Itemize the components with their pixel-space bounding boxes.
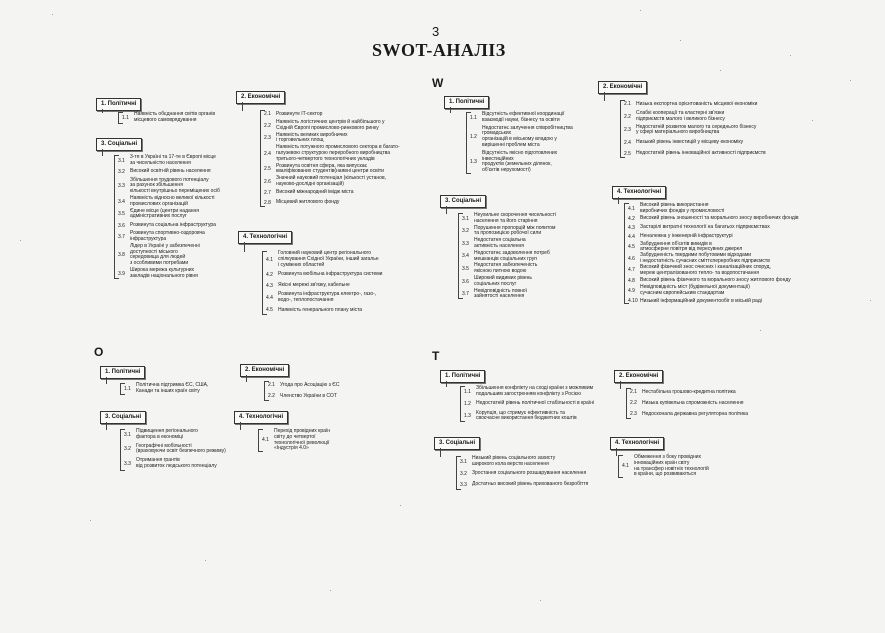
list-item	[264, 145, 432, 162]
list-item	[462, 263, 622, 275]
quadrant-letter-w: W	[432, 76, 444, 90]
item-text: Розвинута соціальна інфраструктура	[130, 221, 216, 228]
item-number: 4.1	[262, 437, 269, 444]
item-text: Збільшення конфлікту на сході країни з можливим подальшим загостренням конфлікту з Росією	[476, 385, 594, 397]
item-number: 4.6	[628, 255, 635, 262]
item-text: Єдине місце (центри надання адміністративних послуг	[130, 207, 199, 220]
group-bracket	[258, 429, 259, 452]
group-connector	[450, 107, 452, 113]
item-number: 2.1	[630, 389, 637, 396]
group-label-o-1: 1. Політичні	[100, 366, 145, 379]
item-list-o-3	[124, 429, 244, 473]
item-text: Недостатнє залучення співробітництва громадських організацій в міському владою у вирішенні проблем міста	[482, 124, 573, 148]
group-bracket	[456, 456, 457, 490]
item-text: Обмеження з боку провідних інноваційних країн світу на трансфер новітніх технологій в країни, що розвиваються	[634, 454, 709, 478]
list-item	[464, 400, 624, 409]
item-list-w-2	[624, 100, 824, 160]
scan-speck	[850, 80, 851, 81]
group-bracket	[618, 455, 619, 478]
item-number: 3.5	[118, 211, 125, 218]
group-connector	[446, 381, 448, 387]
list-item	[264, 199, 432, 208]
group-connector	[246, 375, 248, 382]
list-item	[470, 126, 612, 149]
group-bracket	[118, 112, 119, 124]
quadrant-letter-o: O	[94, 345, 104, 359]
list-item	[624, 149, 824, 158]
group-bracket	[626, 388, 627, 419]
group-connector	[446, 206, 448, 214]
scan-speck	[400, 505, 401, 506]
group-label-s-1: 1. Політичні	[96, 98, 141, 111]
item-text: Наявність потужного промислового сектора в багато- галузевою структурою переробного виробництва третього-четвертого технологічних укладів	[276, 144, 400, 162]
list-item	[464, 386, 624, 398]
list-item	[460, 481, 630, 490]
item-text: Перехід провідних країн світу до четвертої технологічної революції «Індустрія 4.0»	[274, 428, 331, 452]
group-bracket	[264, 381, 265, 401]
list-item	[118, 268, 248, 280]
item-text: Слабкі кооперації та кластерні зв'язки підприємств малого і великого бізнесу	[636, 110, 725, 122]
item-number: 2.1	[264, 111, 271, 118]
item-number: 2.7	[264, 190, 271, 197]
list-item	[268, 392, 388, 401]
list-item	[266, 251, 436, 268]
group-connector	[440, 448, 442, 457]
item-list-t-1	[464, 386, 624, 424]
item-number: 3.4	[462, 253, 469, 260]
item-number: 3.3	[118, 183, 125, 190]
item-text: Високий фізичний знос очисних і каналізаційних споруд, мереж централізованого тепло- та водопостачання	[640, 263, 771, 276]
item-text: Недостатній рівень інноваційної активності підприємств	[636, 149, 766, 156]
group-bracket	[460, 386, 461, 422]
list-item	[264, 110, 432, 119]
page-number: 3	[432, 24, 440, 39]
item-text: Наявність відносно великої кількості промислових організацій	[130, 194, 215, 207]
item-text: Високий освітній рівень населення	[130, 168, 211, 175]
item-text: Низька експортна орієнтованість місцевої економіки	[636, 100, 758, 107]
list-item	[462, 276, 622, 288]
group-bracket	[260, 110, 261, 207]
item-number: 4.1	[266, 256, 273, 263]
group-bracket	[620, 100, 621, 158]
item-number: 3.8	[118, 252, 125, 259]
item-text: Значний науковий потенціал (кількості установ, науково-дослідні організацій)	[276, 175, 386, 187]
list-item	[464, 411, 624, 423]
item-text: Широкий видимих рівень соціальних послуг	[474, 274, 533, 287]
group-bracket	[458, 213, 459, 299]
item-number: 4.5	[266, 307, 273, 314]
list-item	[264, 133, 432, 145]
item-text: Невідповідність повної зайнятості населення	[474, 287, 527, 300]
list-item	[264, 120, 432, 132]
item-number: 4.4	[628, 233, 635, 240]
list-item	[124, 383, 244, 395]
item-number: 2.3	[264, 135, 271, 142]
list-item	[628, 265, 828, 277]
item-text: Розвинута освітня сфера, яка випускає кваліфікованих студентів(наявні центри освіти	[276, 162, 384, 175]
list-item	[470, 112, 612, 124]
group-label-w-1: 1. Політичні	[444, 96, 489, 109]
item-number: 3.1	[460, 458, 467, 465]
list-item	[266, 281, 436, 290]
item-number: 2.6	[264, 178, 271, 185]
item-text: Достатньо високий рівень прихованого безробіття	[472, 481, 589, 488]
list-item	[266, 270, 436, 279]
item-number: 2.5	[624, 150, 631, 157]
item-list-s-2	[264, 110, 432, 209]
item-list-o-2	[268, 381, 388, 403]
list-item	[462, 251, 622, 263]
item-text: Отримання грантів від розвиток людського потенціалу	[136, 457, 217, 469]
list-item	[628, 297, 828, 306]
item-text: Розвинута інфраструктура електро-, газо-, водо-, теплопостачання	[278, 291, 377, 304]
group-label-t-2: 2. Економічні	[614, 370, 663, 383]
item-text: Низький рівень інвестицій у місцеву економіку	[636, 138, 744, 145]
list-item	[124, 444, 244, 456]
item-text: Невідповідність міст (будівельної документації) сучасним європейським стандартам	[640, 284, 750, 297]
item-number: 4.4	[266, 295, 273, 302]
item-number: 2.3	[630, 411, 637, 418]
item-number: 1.1	[464, 388, 471, 395]
scan-speck	[790, 55, 791, 56]
item-number: 4.3	[266, 282, 273, 289]
group-connector	[102, 149, 104, 156]
item-number: 1.1	[470, 114, 477, 121]
group-label-o-4: 4. Технологічні	[234, 411, 288, 424]
item-text: Застарілі витратні технології на багатьох підприємствах	[640, 224, 770, 231]
item-text: Збільшення трудового потенціалу за рахунок збільшення кількості внутрішньо переміщених осіб	[130, 176, 220, 195]
item-text: Відсутність ефективної координації взаємодії науки, бізнесу та освіти	[482, 111, 565, 123]
list-item	[262, 429, 382, 452]
item-text: Нестабільна грошово-кредитна політика	[642, 388, 736, 395]
item-number: 1.3	[470, 159, 477, 166]
item-text: Якісні мережі зв'язку, кабельне	[278, 281, 350, 288]
scan-speck	[680, 40, 681, 41]
item-text: Розвинута мобільна інфраструктура системи	[278, 270, 383, 277]
item-list-t-3	[460, 456, 630, 492]
list-item	[462, 213, 622, 225]
item-number: 3.2	[124, 446, 131, 453]
group-connector	[244, 242, 246, 252]
item-number: 2.1	[268, 382, 275, 389]
item-number: 4.5	[628, 244, 635, 251]
group-bracket	[120, 429, 121, 471]
list-item	[124, 429, 244, 441]
item-list-o-4	[262, 429, 382, 454]
item-number: 3.2	[118, 168, 125, 175]
group-bracket	[466, 112, 467, 174]
group-bracket	[262, 251, 263, 315]
list-item	[622, 455, 752, 478]
scan-speck	[90, 520, 91, 521]
item-text: Недостатнє задоволення потреб мешканців соціальних груп	[474, 249, 550, 262]
item-list-w-1	[470, 112, 612, 176]
group-connector	[618, 197, 620, 204]
item-number: 3.2	[462, 228, 469, 235]
list-item	[462, 226, 622, 238]
item-number: 3.1	[124, 431, 131, 438]
item-number: 4.1	[628, 205, 635, 212]
group-connector	[620, 381, 622, 389]
group-connector	[106, 377, 108, 384]
list-item	[628, 215, 828, 224]
item-text: Забруднення об'єктів викидів в атмосферне повітря від пересувних джерел	[640, 240, 743, 253]
scan-speck	[20, 240, 21, 241]
item-text: Членство України в СОТ	[280, 392, 337, 399]
group-label-s-4: 4. Технологічні	[238, 231, 292, 244]
item-text: Неухильне скорочення чисельності населення та його старіння	[474, 212, 557, 224]
item-text: Високий міжнародний імідж міста	[276, 189, 354, 196]
item-text: Забрудненість твердими побутовими відходами і недостатність сучасних сміттєпереробних підприємств	[640, 252, 770, 264]
item-number: 3.9	[118, 270, 125, 277]
list-item	[264, 176, 432, 188]
list-item	[118, 244, 248, 267]
item-number: 2.4	[624, 139, 631, 146]
group-label-o-2: 2. Економічні	[240, 364, 289, 377]
group-label-w-4: 4. Технологічні	[612, 186, 666, 199]
group-bracket	[120, 383, 121, 395]
scan-speck	[540, 600, 541, 601]
item-number: 1.1	[122, 114, 129, 121]
group-connector	[242, 102, 244, 111]
group-label-s-3: 3. Соціальні	[96, 138, 142, 151]
item-text: Порушення пропорцій між попитом та пропозицією робочої сили	[474, 224, 556, 237]
scan-speck	[640, 10, 641, 11]
item-number: 3.1	[118, 157, 125, 164]
item-text: Розвинута спортивно-оздоровча інфраструктура	[130, 230, 205, 242]
item-number: 4.8	[628, 277, 635, 284]
item-number: 3.3	[462, 240, 469, 247]
item-text: Угода про Асоціацію з ЄС	[280, 381, 340, 388]
list-item	[630, 399, 830, 408]
group-connector	[616, 448, 618, 456]
item-number: 4.2	[266, 271, 273, 278]
item-number: 2.3	[624, 127, 631, 134]
list-item	[118, 231, 248, 243]
item-number: 3.5	[462, 266, 469, 273]
item-number: 3.7	[118, 233, 125, 240]
list-item	[264, 164, 432, 176]
list-item	[460, 456, 630, 468]
quadrant-letter-t: T	[432, 349, 440, 363]
item-number: 2.2	[264, 122, 271, 129]
group-label-t-3: 3. Соціальні	[434, 437, 480, 450]
item-text: Географічні мобільності (враховуючи освіт безпечного режиму)	[136, 442, 226, 455]
item-text: Високий рівень зношеності та морального зносу виробничих фондів	[640, 215, 799, 222]
list-item	[118, 209, 248, 221]
item-text: Зростання соціального розшарування населення	[472, 470, 587, 477]
list-item	[118, 168, 248, 177]
item-number: 3.3	[460, 481, 467, 488]
item-number: 1.2	[464, 400, 471, 407]
item-number: 4.2	[628, 215, 635, 222]
item-number: 2.2	[624, 113, 631, 120]
item-number: 1.2	[470, 134, 477, 141]
item-list-w-3	[462, 213, 622, 301]
list-item	[268, 381, 388, 390]
item-list-t-2	[630, 388, 830, 421]
item-number: 4.9	[628, 288, 635, 295]
list-item	[266, 292, 436, 304]
list-item	[264, 189, 432, 198]
page-title: SWOT-АНАЛІЗ	[372, 40, 506, 60]
item-text: Широка мережа культурних закладів національного рівня	[130, 266, 198, 279]
group-connector	[604, 92, 606, 101]
scan-speck	[812, 120, 813, 121]
item-list-s-3	[118, 155, 248, 281]
item-text: Недостатній розвиток малого та середнього бізнесу у сфері матеріального виробництва	[636, 123, 757, 136]
item-number: 2.2	[630, 400, 637, 407]
group-bracket	[114, 155, 115, 279]
item-number: 3.6	[118, 222, 125, 229]
list-item	[118, 178, 248, 195]
item-text: Політична підтримка ЄС, США, Канади та інших країн світу	[136, 382, 209, 394]
item-number: 1.1	[124, 385, 131, 392]
item-list-s-4	[266, 251, 436, 317]
list-item	[462, 238, 622, 250]
item-number: 3.6	[462, 278, 469, 285]
list-item	[266, 306, 436, 315]
group-bracket	[624, 203, 625, 304]
item-number: 3.2	[460, 470, 467, 477]
item-number: 4.3	[628, 224, 635, 231]
list-item	[628, 203, 828, 215]
item-number: 1.3	[464, 413, 471, 420]
item-number: 3.7	[462, 291, 469, 298]
list-item	[460, 470, 630, 479]
list-item	[118, 196, 248, 208]
item-text: 3-тя в Україні та 17-те в Європі місце за чисельністю населення	[130, 154, 216, 166]
item-text: Наявність логістичних центрів й найбільшого у Східній Європі промислово-ринкового ринку	[276, 119, 385, 131]
item-number: 3.4	[118, 198, 125, 205]
list-item	[624, 100, 824, 109]
item-number: 4.1	[622, 463, 629, 470]
item-text: Підвищення регіонального фактора в економіці	[136, 428, 198, 440]
item-text: Низька купівельна спроможність населення	[642, 399, 744, 406]
scan-speck	[52, 14, 53, 15]
list-item	[118, 155, 248, 167]
scan-speck	[720, 70, 721, 71]
item-text: Недостатня забезпеченість якісною питною водою	[474, 262, 538, 275]
group-label-s-2: 2. Економічні	[236, 91, 285, 104]
item-number: 4.7	[628, 267, 635, 274]
item-list-s-1	[122, 112, 252, 126]
scan-speck	[870, 300, 871, 301]
group-label-o-3: 3. Соціальні	[100, 411, 146, 424]
group-connector	[240, 422, 242, 430]
item-number: 2.1	[624, 101, 631, 108]
list-item	[628, 224, 828, 233]
item-text: Наявність великих виробничих і торговельних площ	[276, 131, 348, 144]
item-text: Розвинуте IT-сектор	[276, 110, 323, 117]
scan-speck	[760, 330, 761, 331]
item-text: Корупція, що стримує ефективність та своєчасне використання бюджетних коштів	[476, 409, 577, 422]
list-item	[124, 458, 244, 470]
group-label-t-4: 4. Технологічні	[610, 437, 664, 450]
list-item	[122, 112, 252, 124]
scan-speck	[330, 590, 331, 591]
item-text: Високий рівень використання виробничих фондів у промисловості	[640, 202, 725, 214]
item-text: Наявність обєднання світів органів місцевого самоврядування	[134, 111, 215, 123]
item-number: 2.2	[268, 393, 275, 400]
list-item	[118, 221, 248, 230]
list-item	[630, 410, 830, 419]
group-connector	[106, 422, 108, 430]
item-list-o-1	[124, 383, 244, 397]
item-text: Недостатня соціальна активність населення	[474, 237, 526, 249]
item-number: 2.4	[264, 150, 271, 157]
item-number: 2.8	[264, 200, 271, 207]
group-label-t-1: 1. Політичні	[440, 370, 485, 383]
item-text: Місцевий житлового фонду	[276, 199, 340, 206]
list-item	[462, 289, 622, 301]
group-connector	[102, 109, 104, 113]
item-text: Відсутність якісно підготовлених інвестиційних продуктів (земельних ділянок, об'єктів нерухомості)	[482, 149, 558, 174]
list-item	[628, 285, 828, 297]
item-number: 3.3	[124, 460, 131, 467]
list-item	[624, 111, 824, 123]
item-text: Неналежна у інженерній інфраструктурі	[640, 233, 733, 240]
item-text: Низький інформаційний документообіг в міській раді	[640, 297, 762, 304]
list-item	[630, 388, 830, 397]
group-label-w-2: 2. Економічні	[598, 81, 647, 94]
item-number: 2.5	[264, 166, 271, 173]
item-text: Недосконала державна регуляторна політика	[642, 410, 749, 417]
item-text: Високий рівень фізичного та морального зносу житлового фонду	[640, 276, 791, 283]
list-item	[470, 151, 612, 174]
item-text: Головний науковий центр регіонального спілкування Східної України, інший загальн і суміжних областей	[278, 250, 379, 268]
item-text: Низький рівень соціального захисту широкого кола верств населення	[472, 455, 556, 467]
item-number: 4.10	[628, 298, 638, 305]
item-text: Недостатній рівень політичної стабільності в країні	[476, 400, 595, 407]
scan-speck	[205, 560, 206, 561]
item-list-w-4	[628, 203, 828, 306]
item-text: Наявність генерального плану міста	[278, 306, 363, 313]
group-label-w-3: 3. Соціальні	[440, 195, 486, 208]
item-list-t-4	[622, 455, 752, 480]
list-item	[624, 138, 824, 147]
item-text: Лідер в Україні у забезпеченні доступності міського середовища для людей з особливими потребами	[130, 242, 200, 267]
item-number: 3.1	[462, 215, 469, 222]
list-item	[624, 125, 824, 137]
